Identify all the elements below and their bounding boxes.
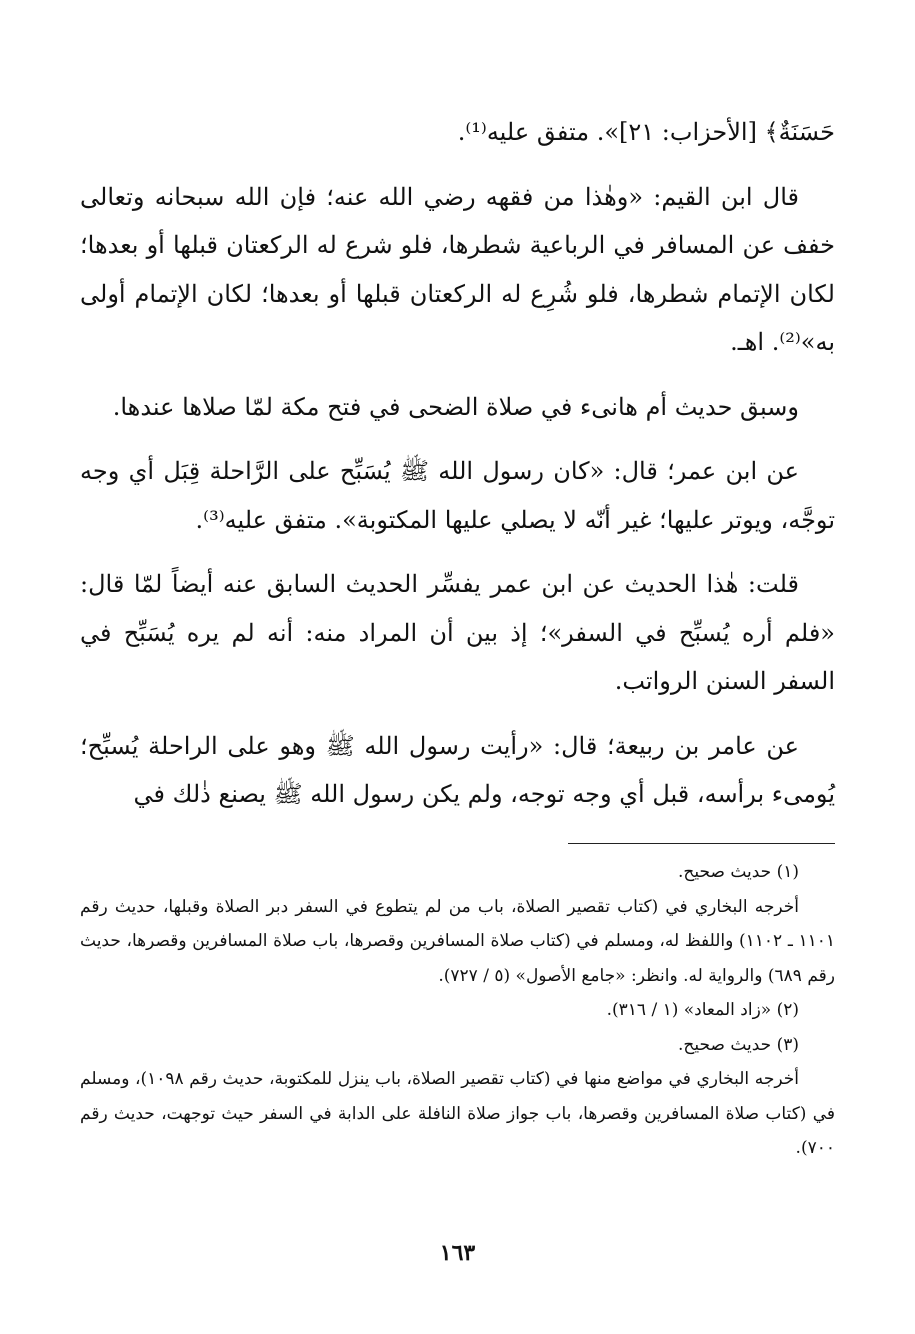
page-number: ١٦٣ bbox=[439, 1240, 476, 1266]
paragraph-amir-hadith: عن عامر بن ربيعة؛ قال: «رأيت رسول الله ﷺ وهو على الراحلة يُسبِّح؛ يُومىء برأسه، قبل أي وجه توجه، ولم يكن رسول الله ﷺ يصنع ذٰلك في bbox=[80, 731, 835, 808]
paragraph-ibn-qayyim-quote: قال ابن القيم: «وهٰذا من فقهه رضي الله عنه؛ فإن الله سبحانه وتعالى خفف عن المسافر في الرباعية شطرها، فلو شرع له الركعتان قبلها أو بعدها؛ لكان الإتمام شطرها، فلو شُرِع له الركعتان قبلها أو بعدها؛ لكان الإتمام أولى به»⁽²⁾. اهـ. bbox=[80, 182, 835, 356]
paragraph-umm-hani: وسبق حديث أم هانىء في صلاة الضحى في فتح مكة لمّا صلاها عندها. bbox=[112, 392, 799, 421]
paragraph-ibn-umar-hadith: عن ابن عمر؛ قال: «كان رسول الله ﷺ يُسَبِّح على الرَّاحلة قِبَل أي وجه توجَّه، ويوتر عليها؛ غير أنّه لا يصلي عليها المكتوبة». متفق عليه⁽³⁾. bbox=[80, 457, 835, 534]
main-text bbox=[80, 108, 835, 835]
footnote-1-body: أخرجه البخاري في (كتاب تقصير الصلاة، باب من لم يتطوع في السفر دبر الصلاة وقبلها، حديث رقم ١١٠١ ـ ١١٠٢) واللفظ له، ومسلم في (كتاب صلاة المسافرين وقصرها، باب صلاة المسافرين وقصرها، حديث رقم ٦٨٩) والرواية له. وانظر: «جامع الأصول» (٥ / ٧٢٧). bbox=[80, 896, 835, 986]
footnote-1-heading: (١) حديث صحيح. bbox=[678, 862, 799, 882]
footnote-2: (٢) «زاد المعاد» (١ / ٣١٦). bbox=[606, 1000, 799, 1020]
footnotes bbox=[80, 855, 835, 1166]
paragraph-continuation: حَسَنَةٌ﴾ [الأحزاب: ٢١]». متفق عليه⁽¹⁾. bbox=[457, 118, 835, 146]
footnote-divider bbox=[568, 843, 835, 844]
footnote-3-heading: (٣) حديث صحيح. bbox=[678, 1034, 799, 1055]
paragraph-commentary: قلت: هٰذا الحديث عن ابن عمر يفسِّر الحديث السابق عنه أيضاً لمّا قال: «فلم أره يُسبِّح في السفر»؛ إذ بين أن المراد منه: أنه لم يره يُسَبِّح في السفر السنن الرواتب. bbox=[80, 570, 835, 695]
footnote-3-body: أخرجه البخاري في مواضع منها في (كتاب تقصير الصلاة، باب ينزل للمكتوبة، حديث رقم ١٠٩٨)، ومسلم في (كتاب صلاة المسافرين وقصرها، باب جواز صلاة النافلة على الدابة في السفر حيث توجهت، حديث رقم ٧٠٠). bbox=[80, 1069, 835, 1158]
